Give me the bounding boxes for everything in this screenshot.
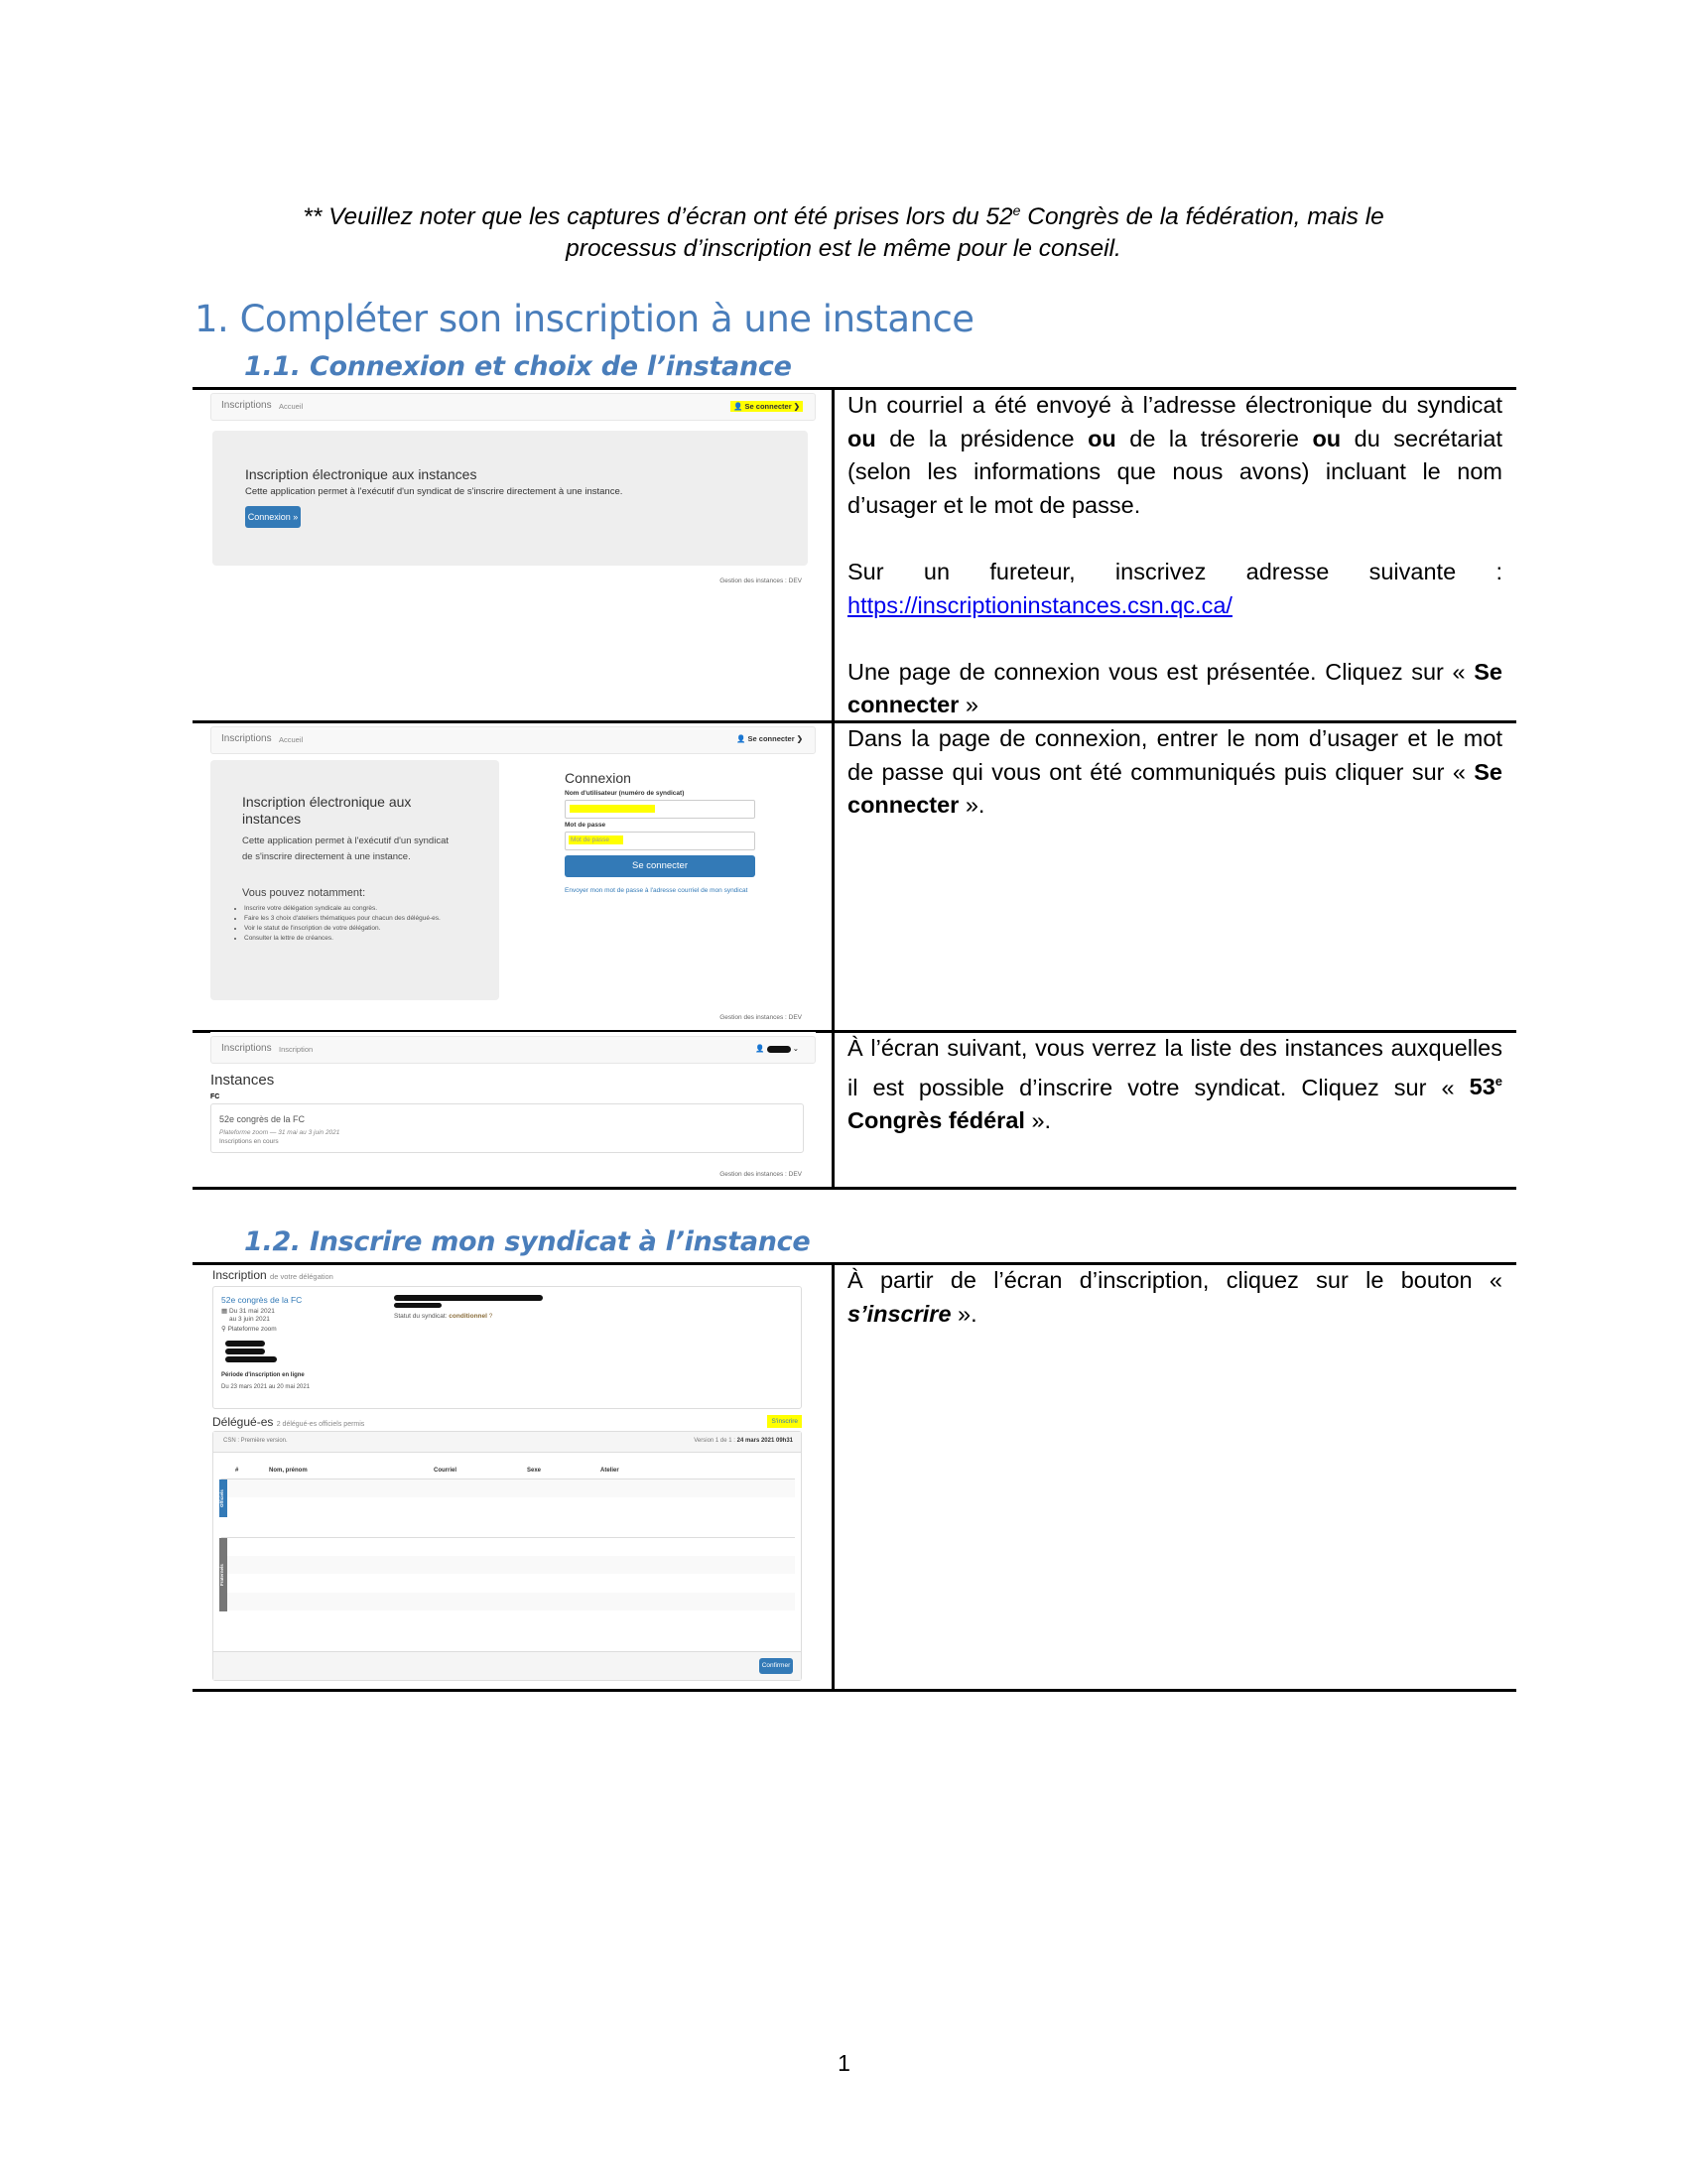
screenshot-registration [210, 1266, 816, 1683]
event-date-start: ▦ Du 31 mai 2021 [221, 1308, 275, 1315]
forgot-password-link[interactable]: Envoyer mon mot de passe à l'adresse courriel de mon syndicat [565, 887, 748, 894]
map-marker-icon: ⚲ [221, 1326, 226, 1333]
step-description-4: À partir de l’écran d’inscription, cliquez sur le bouton « s’inscrire ». [847, 1267, 1502, 1327]
step-description-3: À l’écran suivant, vous verrez la liste des instances auxquelles il est possible d’inscrire votre syndicat. Cliquez sur « 53e Congrès fédéral ». [847, 1035, 1502, 1134]
feature-item: • Voir le statut de l'inscription de votre délégation. [244, 924, 443, 934]
instance-status: Inscriptions en cours [219, 1138, 279, 1145]
table-rule [193, 1689, 1516, 1692]
connexion-button[interactable]: Connexion » [245, 506, 301, 528]
period-label: Période d'inscription en ligne [221, 1372, 305, 1378]
page-number: 1 [838, 2050, 850, 2076]
highlight [570, 805, 655, 813]
note-line1: ** Veuillez noter que les captures d’écran ont été prises lors du 52 [303, 203, 1013, 231]
delegates-title: Délégué-es 2 délégué-es officiels permis [212, 1415, 365, 1429]
instance-meta: Plateforme zoom — 31 mai au 3 juin 2021 [219, 1129, 340, 1136]
feature-item: • Consulter la lettre de créances. [244, 934, 443, 944]
nav-home[interactable]: Accueil [279, 735, 304, 744]
instance-item[interactable] [210, 1103, 804, 1153]
app-footer: Gestion des instances : DEV [719, 1014, 802, 1021]
step-description-1: Un courriel a été envoyé à l’adresse électronique du syndicat ou de la présidence ou de la trésorerie ou du secrétariat (selon les informations que nous avons) incluant le nom d’usager et le mot de passe. Sur un fureteur, inscrivez adresse suivante : https://inscriptioninstances.csn.qc.ca/ Une page de connexion vous est présentée. Cliquez sur « Se connecter » [847, 392, 1502, 718]
redacted-contact-name [225, 1341, 265, 1347]
navbar [210, 726, 816, 754]
navbar [210, 1036, 816, 1064]
password-placeholder: Mot de passe [569, 835, 623, 844]
login-link[interactable]: 👤 Se connecter ❯ [736, 734, 803, 743]
user-icon: 👤 [755, 1044, 765, 1053]
union-status: Statut du syndicat: conditionnel ? [394, 1313, 493, 1320]
feature-list [230, 904, 443, 944]
brand[interactable]: Inscriptions [221, 400, 272, 411]
intro-subtitle: Vous pouvez notamment: [242, 887, 366, 899]
table-row [221, 1593, 795, 1610]
redacted-union-id [394, 1303, 442, 1308]
instance-group: FC [210, 1093, 220, 1100]
note-sup: e [1012, 202, 1021, 218]
event-date-end: au 3 juin 2021 [229, 1316, 270, 1323]
redacted-contact-phone [225, 1349, 265, 1354]
screenshot-home [210, 393, 816, 591]
screenshot-instances [210, 1032, 816, 1183]
column-name[interactable]: Nom, prénom [269, 1468, 308, 1474]
nav-home[interactable]: Accueil [279, 402, 304, 411]
username-input[interactable] [565, 800, 755, 819]
section-title: 1. Compléter son inscription à une instance [195, 298, 974, 340]
user-menu[interactable] [755, 1044, 799, 1053]
table-column-divider [832, 1262, 835, 1692]
version-bar [213, 1432, 801, 1453]
instances-title: Instances [210, 1072, 275, 1089]
jumbotron [212, 431, 808, 566]
screenshot-note [189, 194, 1498, 265]
column-sex[interactable]: Sexe [527, 1468, 542, 1474]
redacted-contact-email [225, 1356, 277, 1362]
column-number[interactable]: # [235, 1468, 239, 1474]
group-label-official: Officiels [219, 1479, 227, 1517]
event-title[interactable]: 52e congrès de la FC [221, 1295, 303, 1305]
period-value: Du 23 mars 2021 au 20 mai 2021 [221, 1384, 311, 1390]
redacted-username [767, 1046, 791, 1053]
login-title: Connexion [565, 770, 631, 786]
password-input[interactable] [565, 832, 755, 850]
feature-item: • Faire les 3 choix d'ateliers thématiques pour chacun des délégué-es. [244, 914, 443, 924]
table-column-divider [832, 387, 835, 1190]
table-rule [193, 1187, 1516, 1190]
brand[interactable]: Inscriptions [221, 1043, 272, 1054]
app-footer: Gestion des instances : DEV [719, 578, 802, 584]
chevron-down-icon: ⌄ [792, 1044, 799, 1053]
jumbotron-text: Cette application permet à l'exécutif d'un syndicat de s'inscrire directement à une instance. [245, 486, 623, 497]
url-link[interactable]: https://inscriptioninstances.csn.qc.ca/ [847, 591, 1233, 618]
register-button[interactable]: S'inscrire [767, 1415, 802, 1428]
navbar [210, 393, 816, 421]
password-label: Mot de passe [565, 822, 606, 829]
subsection-title-1-2: 1.2. Inscrire mon syndicat à l’instance [244, 1226, 811, 1257]
registration-title: Inscription de votre délégation [212, 1268, 333, 1282]
screenshot-login [210, 726, 816, 1024]
intro-text: Cette application permet à l'exécutif d'un syndicat de s'inscrire directement à une instance. [242, 835, 449, 862]
login-link[interactable]: 👤 Se connecter ❯ [730, 401, 803, 412]
event-place: ⚲ Plateforme zoom [221, 1326, 277, 1333]
nav-inscription[interactable]: Inscription [279, 1045, 314, 1054]
question-icon: ? [488, 1313, 493, 1320]
step-description-2: Dans la page de connexion, entrer le nom d’usager et le mot de passe qui vous ont été communiqués puis cliquer sur « Se connecter ». [847, 725, 1502, 819]
app-footer: Gestion des instances : DEV [719, 1171, 802, 1178]
table-row [221, 1479, 795, 1497]
username-label: Nom d'utilisateur (numéro de syndicat) [565, 790, 685, 797]
event-panel [212, 1286, 802, 1409]
group-label-fraternal: Fraternels [219, 1538, 227, 1611]
version-note: CSN : Première version. [223, 1438, 288, 1444]
user-icon: 👤 [733, 402, 743, 411]
submit-login-button[interactable]: Se connecter [565, 855, 755, 877]
version-info: Version 1 de 1 : 24 mars 2021 09h31 [694, 1438, 793, 1444]
note-line2: processus d’inscription est le même pour le conseil. [566, 235, 1121, 263]
confirm-button[interactable]: Confirmer [759, 1658, 793, 1674]
intro-panel [210, 760, 499, 1000]
calendar-icon: ▦ [221, 1308, 228, 1315]
table-row [221, 1556, 795, 1574]
jumbotron-title: Inscription électronique aux instances [245, 466, 477, 482]
column-email[interactable]: Courriel [434, 1468, 457, 1474]
instance-title[interactable]: 52e congrès de la FC [219, 1114, 306, 1124]
delegates-panel [212, 1431, 802, 1681]
intro-title: Inscription électronique aux instances [242, 794, 412, 827]
subsection-title-1-1: 1.1. Connexion et choix de l’instance [244, 351, 792, 382]
user-icon: 👤 [736, 734, 746, 743]
feature-item: • Inscrire votre délégation syndicale au congrès. [244, 904, 443, 914]
column-workshop[interactable]: Atelier [600, 1468, 619, 1474]
brand[interactable]: Inscriptions [221, 733, 272, 744]
panel-footer [213, 1651, 801, 1680]
redacted-union-name [394, 1295, 543, 1301]
note-line1-end: Congrès de la fédération, mais le [1020, 203, 1384, 231]
